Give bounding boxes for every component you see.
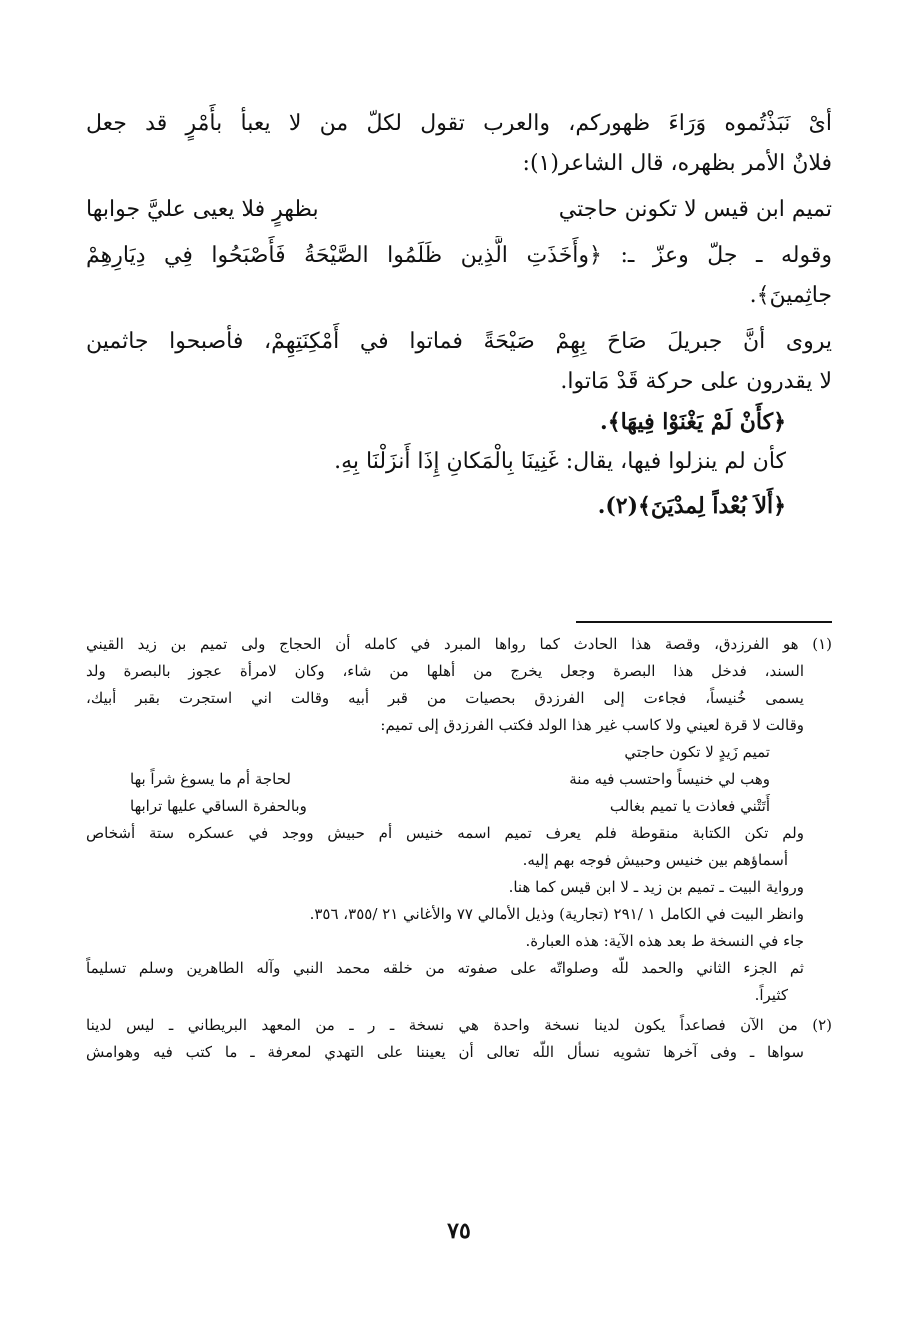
footnote-line: أسماؤهم بين خنيس وحبيش فوجه بهم إليه. bbox=[522, 851, 788, 869]
footnote-line: ولم تكن الكتابة منقوطة فلم يعرف تميم اسمه خنيس أم حبيش ووجد في عسكره ستة أشخاص bbox=[86, 824, 804, 842]
footnote-line: وانظر البيت في الكامل ١ /٢٩١ (تجارية) وذيل الأمالي ٧٧ والأغاني ٢١ /٣٥٥، ٣٥٦. bbox=[309, 905, 804, 923]
footnote-line: ورواية البيت ـ تميم بن زيد ـ لا ابن قيس كما هنا. bbox=[508, 878, 804, 896]
footnote-poem-verse bbox=[86, 766, 832, 793]
poetry-verse bbox=[86, 190, 832, 230]
footnote-line: ثم الجزء الثاني والحمد للّه وصلواتّه على صفوته من خلقه محمد النبي وآله الطاهرين وسلم تسليماً bbox=[86, 959, 804, 977]
text-line: وقوله ـ جلّ وعزّ ـ: ﴿وأَخَذَتِ الَّذِين ظَلَمُوا الصَّيْحَةُ فَأَصْبَحُوا فِي دِيَارِهِمْ bbox=[86, 243, 832, 268]
footnote-line: سواها ـ وفى آخرها تشويه نسأل اللّه تعالى أن يعيننا على التهدي لمعرفة ـ ما كتب فيه وهوامش bbox=[86, 1043, 804, 1061]
quran-verse: ﴿أَلاَ بُعْداً لِمدْيَنَ﴾(٢). bbox=[597, 493, 786, 519]
verse-first-hemistich: تميم ابن قيس لا تكونن حاجتي bbox=[558, 197, 832, 222]
footnote-line: وقالت لا قرة لعيني ولا كاسب غير هذا الولد فكتب الفرزدق إلى تميم: bbox=[380, 716, 804, 734]
text-line: لا يقدرون على حركة قَدْ مَاتوا. bbox=[560, 369, 832, 394]
footnote-divider bbox=[576, 621, 832, 623]
text-line: أىْ نَبَذْتُموه وَرَاءَ ظهوركم، والعرب تقول لكلّ من لا يعبأ بأَمْرٍ قد جعل bbox=[86, 111, 832, 136]
footnote-line: يسمى خُنيساً، فجاءت إلى الفرزدق بحصيات من قبر أبيه وقالت اني استجرت بقبر أبيك، bbox=[86, 689, 804, 707]
text-line: فلانٌ الأمر بظهره، قال الشاعر(١): bbox=[522, 151, 832, 176]
footnote-poem-verse bbox=[86, 793, 832, 820]
verse-second-hemistich: لحاجة أم ما يسوغ شراً بها bbox=[130, 770, 291, 788]
footnote-line: كثيراً. bbox=[754, 986, 788, 1004]
footnote-line: (١) هو الفرزدق، وقصة هذا الحادث كما رواها المبرد في كامله أن الحجاج ولى تميم بن زيد القيني bbox=[86, 635, 832, 653]
text-line: جاثِمينَ﴾. bbox=[749, 283, 832, 308]
quran-verse: ﴿كأَنْ لَمْ يَغْنَوْا فِيهَا﴾. bbox=[600, 409, 786, 435]
footnotes bbox=[86, 631, 832, 1066]
verse-first-hemistich: أَتَتْني فعاذت يا تميم بغالب bbox=[609, 797, 770, 815]
page-number: ٧٥ bbox=[447, 1218, 471, 1244]
footnote-line: (٢) من الآن فصاعداً يكون لدينا نسخة واحدة هي نسخة ـ ر ـ من المعهد البريطاني ـ ليس لدينا bbox=[86, 1016, 832, 1034]
main-text bbox=[86, 104, 832, 526]
verse-first-hemistich: وهب لي خنيساً واحتسب فيه منة bbox=[569, 770, 770, 788]
text-line: كأن لم ينزلوا فيها، يقال: غَنِينَا بِالْمَكانِ إِذَا أَنزَلْنَا بِهِ. bbox=[334, 449, 786, 474]
verse-second-hemistich: وبالحفرة الساقي عليها ترابها bbox=[130, 797, 307, 815]
verse-second-hemistich: بظهرٍ فلا يعيى عليَّ جوابها bbox=[86, 197, 319, 222]
footnote-line: السند، فدخل هذا البصرة وجعل يخرج من أهلها من شاء، وكان لامرأة عجوز بالبصرة ولد bbox=[86, 662, 804, 680]
footnote-poem-verse bbox=[86, 739, 832, 766]
verse-first-hemistich: تميم زَيدٍ لا تكون حاجتي bbox=[624, 743, 770, 761]
text-line: يروى أنَّ جبريلَ صَاحَ بِهِمْ صَيْحَةً فماتوا في أَمْكِنَتِهِمْ، فأصبحوا جاثمين bbox=[86, 329, 832, 354]
footnote-line: جاء في النسخة ط بعد هذه الآية: هذه العبارة. bbox=[525, 932, 804, 950]
